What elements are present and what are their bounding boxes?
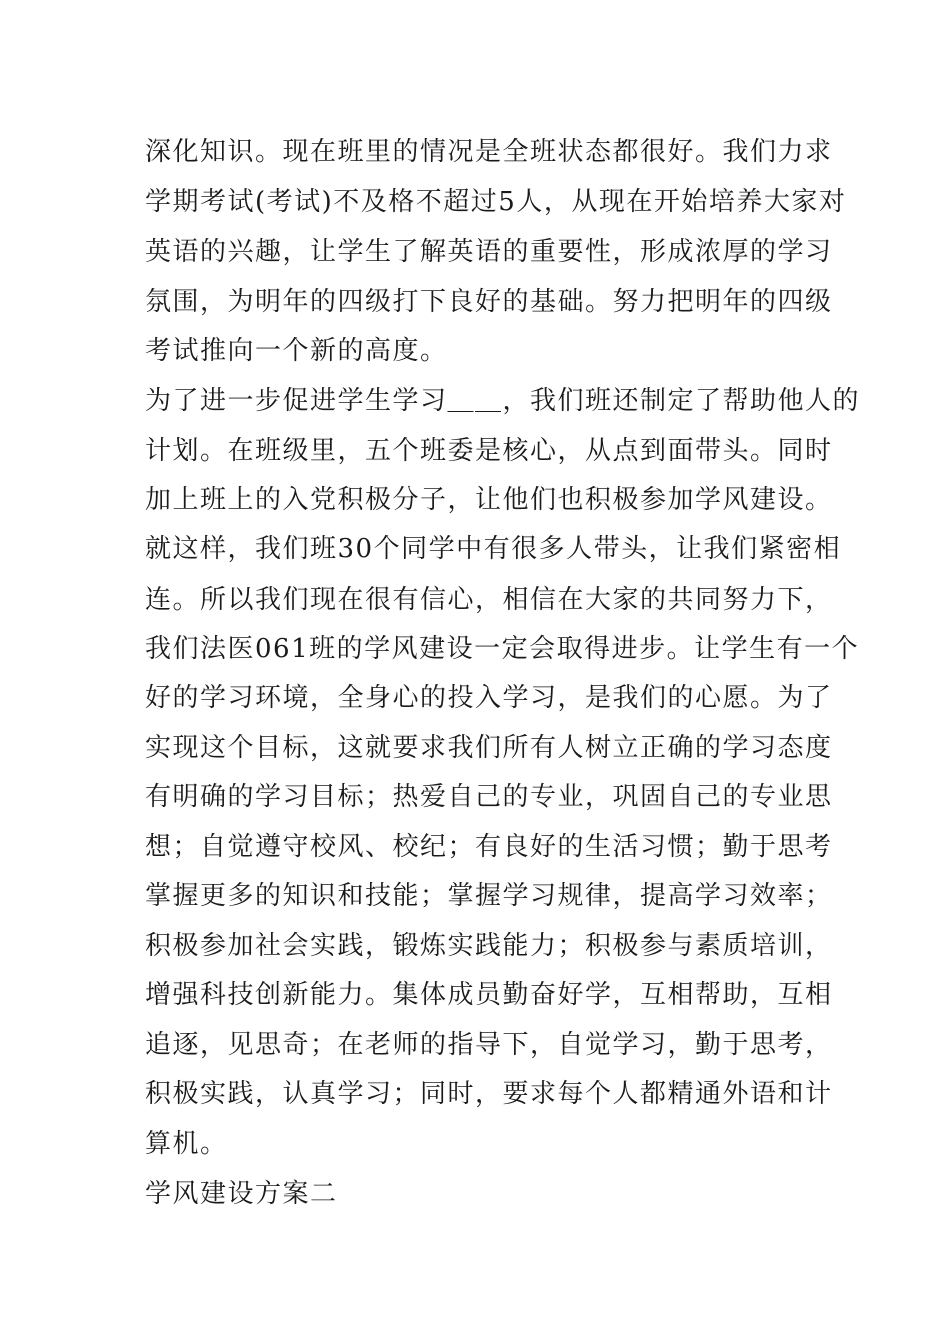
text-line-2: 学期考试(考试)不及格不超过5人，从现在开始培养大家对 [145,187,847,217]
text-line-12: 好的学习环境，全身心的投入学习，是我们的心愿。为了 [145,683,833,713]
text-line-13: 实现这个目标，这就要求我们所有人树立正确的学习态度 [145,733,833,763]
text-line-21: 算机。 [145,1129,228,1159]
text-line-16: 掌握更多的知识和技能；掌握学习规律，提高学习效率； [145,881,833,911]
text-line-19: 追逐，见思奇；在老师的指导下，自觉学习，勤于思考， [145,1030,833,1060]
text-line-10: 连。所以我们现在很有信心，相信在大家的共同努力下， [145,585,833,615]
text-line-17: 积极参加社会实践，锻炼实践能力；积极参与素质培训， [145,931,833,961]
text-line-3: 英语的兴趣，让学生了解英语的重要性，形成浓厚的学习 [145,237,833,267]
text-line-18: 增强科技创新能力。集体成员勤奋好学，互相帮助，互相 [145,980,833,1010]
text-line-9: 就这样，我们班30个同学中有很多人带头，让我们紧密相 [145,534,842,564]
text-line-6: 为了进一步促进学生学习＿＿，我们班还制定了帮助他人的 [145,386,861,416]
text-line-14: 有明确的学习目标；热爱自己的专业，巩固自己的专业思 [145,782,833,812]
section-heading: 学风建设方案二 [145,1179,338,1209]
text-line-1: 深化知识。现在班里的情况是全班状态都很好。我们力求 [145,137,833,167]
text-line-8: 加上班上的入党积极分子，让他们也积极参加学风建设。 [145,485,833,515]
text-line-7: 计划。在班级里，五个班委是核心，从点到面带头。同时 [145,436,833,466]
text-line-20: 积极实践，认真学习；同时，要求每个人都精通外语和计 [145,1079,833,1109]
text-line-4: 氛围，为明年的四级打下良好的基础。努力把明年的四级 [145,287,833,317]
text-line-15: 想；自觉遵守校风、校纪；有良好的生活习惯；勤于思考 [145,832,833,862]
text-line-5: 考试推向一个新的高度。 [145,336,448,366]
text-line-11: 我们法医061班的学风建设一定会取得进步。让学生有一个 [145,634,860,664]
